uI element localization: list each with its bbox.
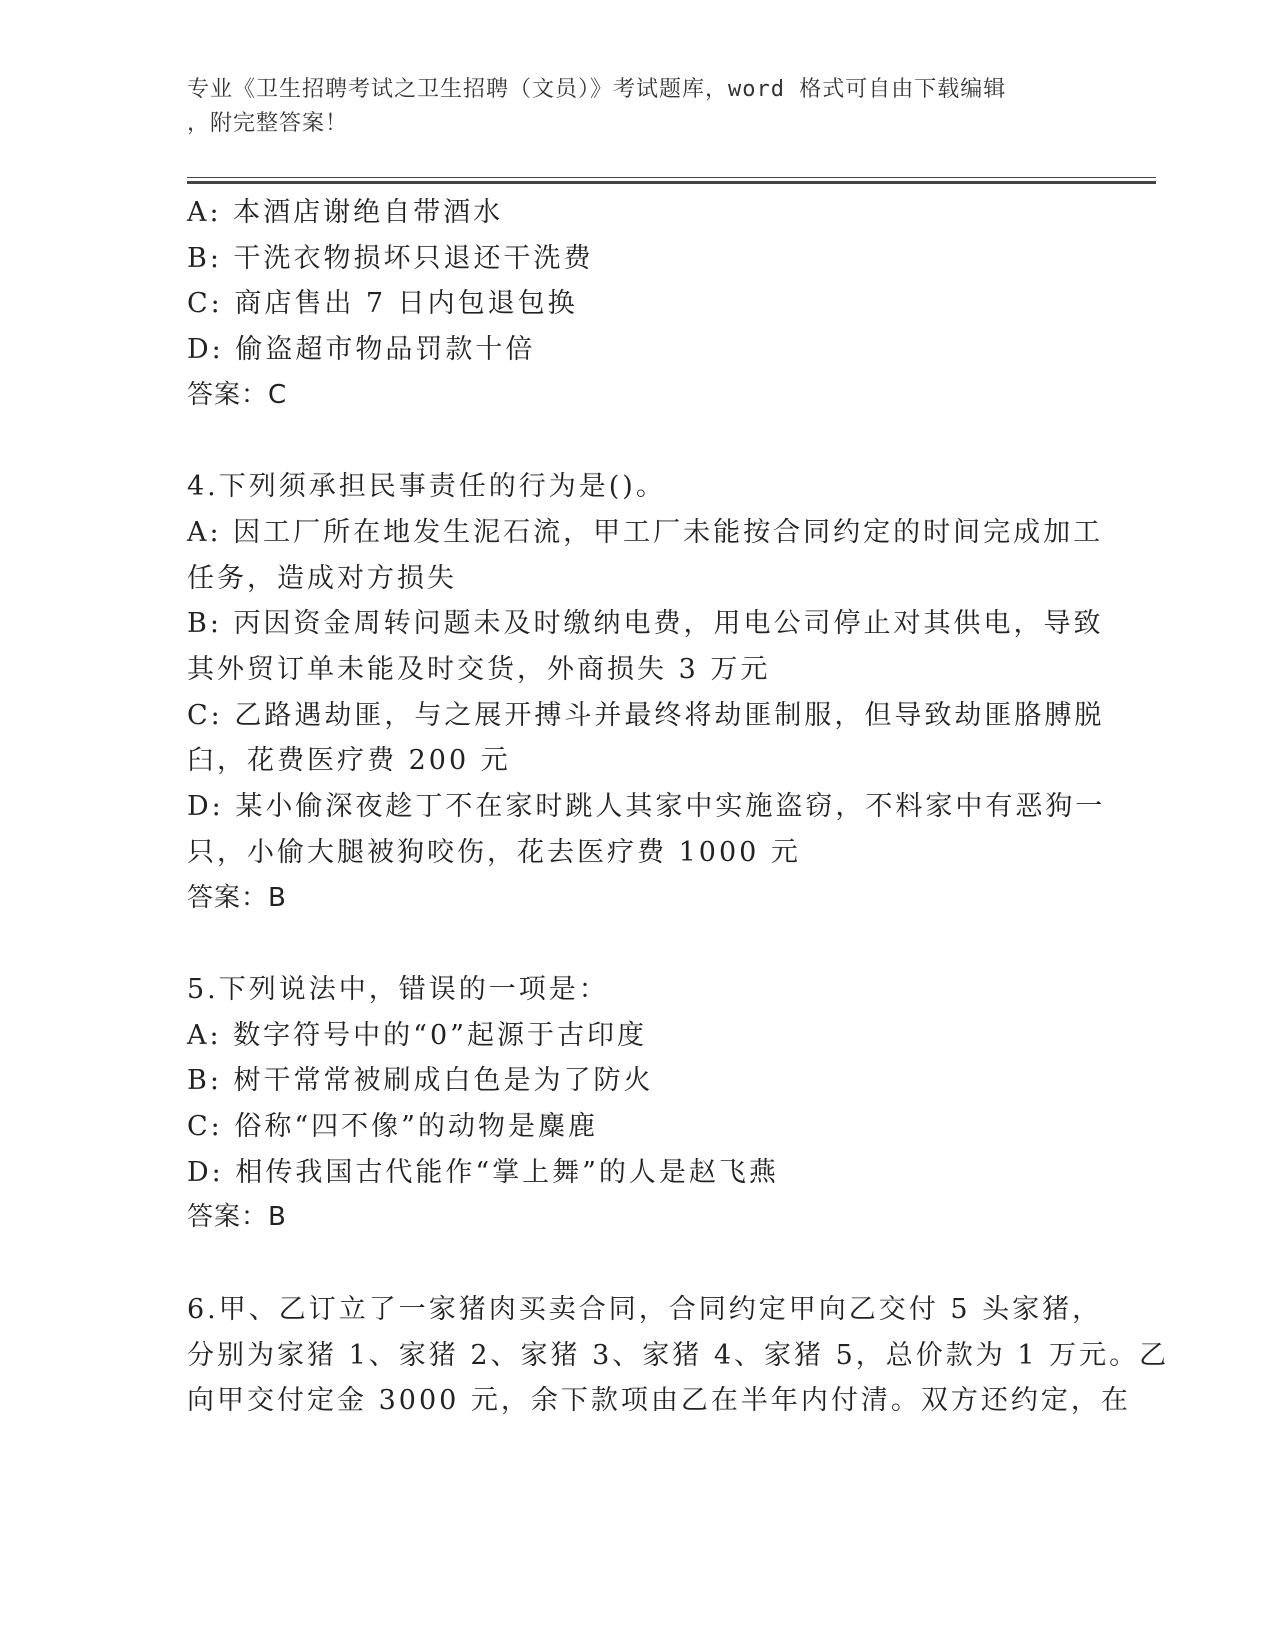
spacer	[187, 921, 1087, 967]
q5-option-c: C: 俗称“四不像”的动物是麋鹿	[187, 1111, 598, 1143]
q3-option-b: B: 干洗衣物损坏只退还干洗费	[187, 242, 594, 274]
q5-question: 5.下列说法中，错误的一项是：	[187, 973, 609, 1005]
q3-option-a: A: 本酒店谢绝自带酒水	[187, 197, 504, 228]
q6-line: 向甲交付定金 3000 元，余下款项由乙在半年内付清。双方还约定，在	[187, 1385, 1131, 1417]
q6-line: 6.甲、乙订立了一家猪肉买卖合同，合同约定甲向乙交付 5 头家猪，	[187, 1293, 1103, 1325]
question-4-block	[187, 464, 1106, 921]
q4-line: A: 因工厂所在地发生泥石流，甲工厂未能按合同约定的时间完成加工	[187, 516, 1104, 548]
q3-option-d: D: 偷盗超市物品罚款十倍	[187, 334, 536, 366]
q4-line: B: 丙因资金周转问题未及时缴纳电费，用电公司停止对其供电，导致	[187, 608, 1104, 640]
header-line-1: 专业《卫生招聘考试之卫生招聘（文员）》考试题库，word 格式可自由下载编辑	[187, 77, 1007, 102]
q5-option-a: A: 数字符号中的“0”起源于古印度	[187, 1019, 647, 1051]
q4-line: 其外贸订单未能及时交货，外商损失 3 万元	[187, 654, 771, 686]
question-5-block	[187, 967, 1087, 1241]
header-divider-thick	[187, 181, 1156, 184]
q3-answer: 答案：C	[187, 379, 288, 410]
q3-option-c: C: 商店售出 7 日内包退包换	[187, 288, 578, 320]
document-body	[187, 190, 1170, 1424]
q5-option-b: B: 树干常常被刷成白色是为了防火	[187, 1065, 654, 1097]
q5-answer: 答案：B	[187, 1202, 287, 1233]
q4-line: C: 乙路遇劫匪，与之展开搏斗并最终将劫匪制服，但导致劫匪胳膊脱	[187, 699, 1105, 731]
document-header	[187, 73, 1067, 141]
question-6-block	[187, 1287, 1170, 1424]
q4-line: D: 某小偷深夜趁丁不在家时跳人其家中实施盗窃，不料家中有恶狗一	[187, 791, 1106, 823]
q4-question: 4.下列须承担民事责任的行为是()。	[187, 471, 666, 503]
q4-answer: 答案：B	[187, 882, 287, 913]
q5-option-d: D: 相传我国古代能作“掌上舞”的人是赵飞燕	[187, 1156, 779, 1188]
q4-line: 任务，造成对方损失	[187, 562, 457, 594]
spacer	[187, 419, 1087, 465]
q6-line: 分别为家猪 1、家猪 2、家猪 3、家猪 4、家猪 5，总价款为 1 万元。乙	[187, 1339, 1170, 1371]
header-line-2: ，附完整答案！	[187, 111, 349, 136]
q4-line: 只，小偷大腿被狗咬伤，花去医疗费 1000 元	[187, 836, 801, 868]
spacer	[187, 1241, 1087, 1287]
question-3-block	[187, 190, 1087, 419]
q4-line: 臼，花费医疗费 200 元	[187, 745, 511, 777]
header-divider-thin	[187, 177, 1156, 178]
